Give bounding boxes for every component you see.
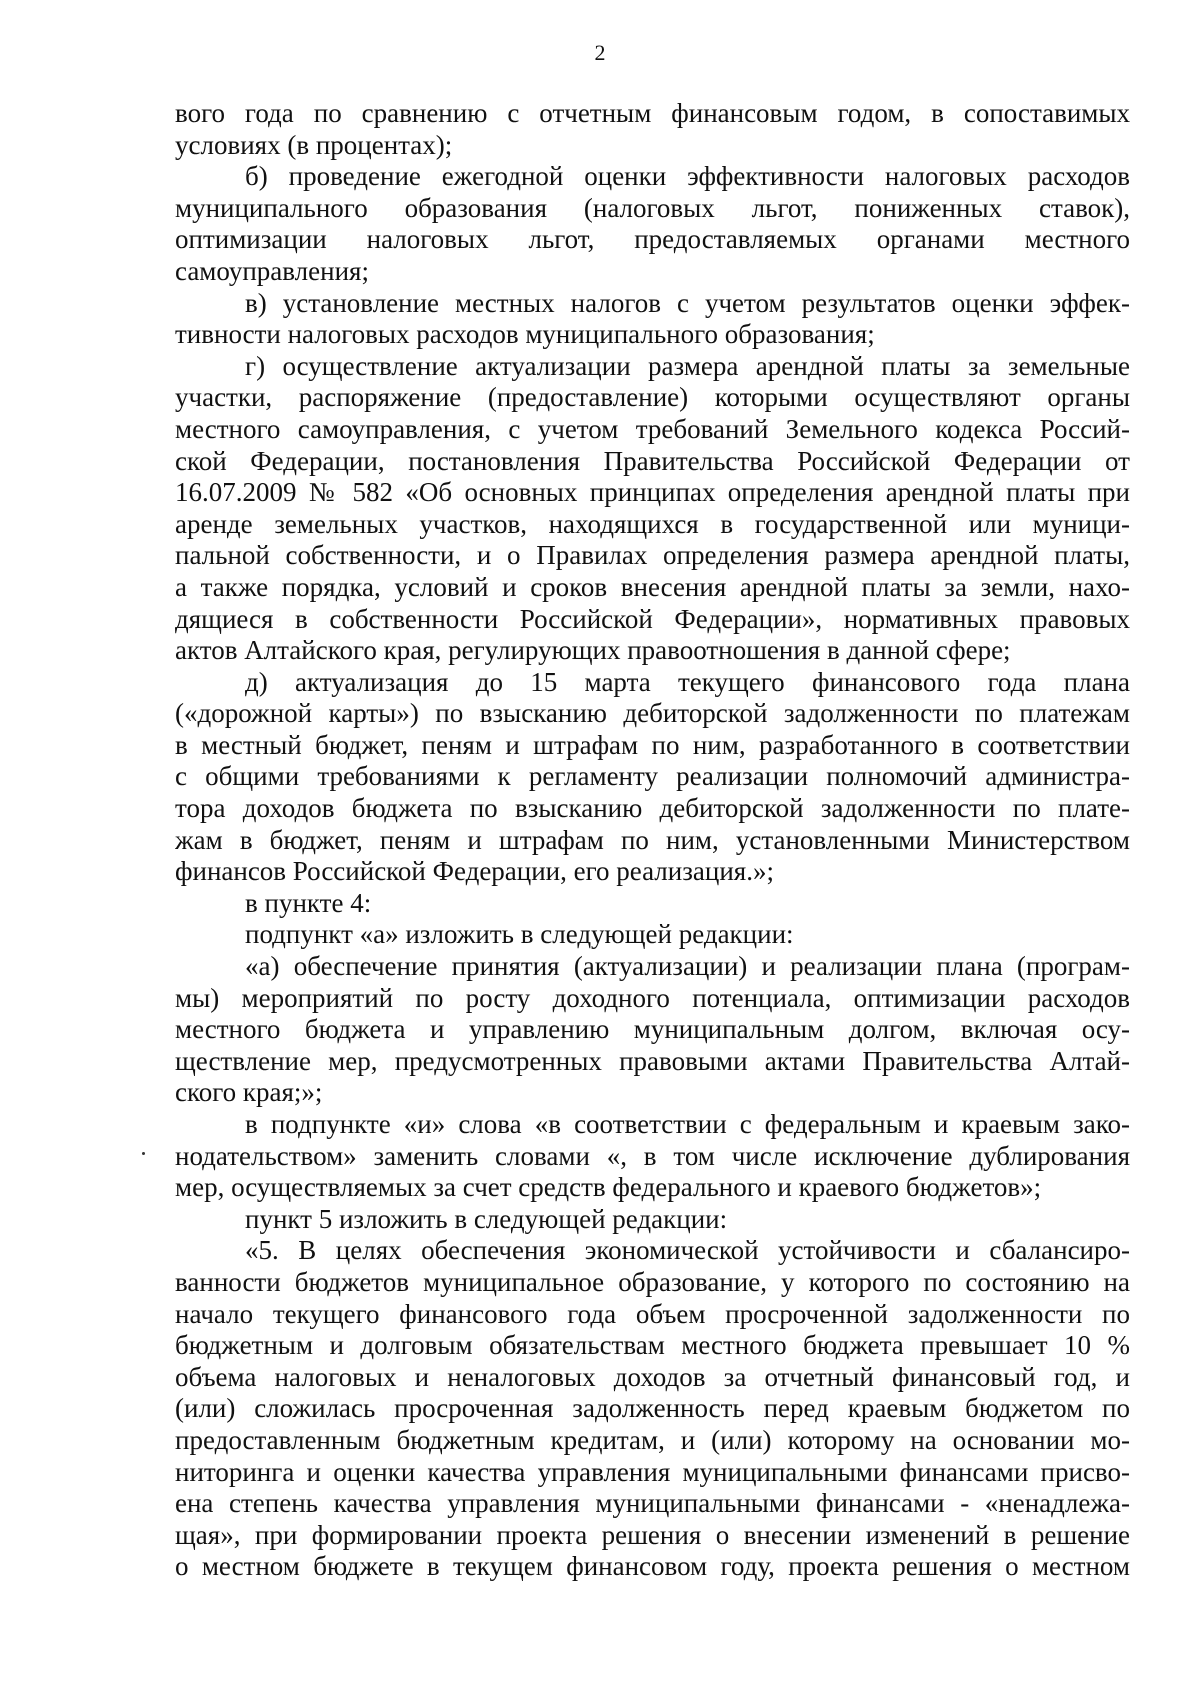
- page-number: 2: [594, 40, 606, 65]
- text-line: ского края;»;: [175, 1077, 323, 1108]
- text-line: мер, осуществляемых за счет средств федерального и краевого бюджетов»;: [175, 1172, 1042, 1203]
- text-line: д) актуализация до 15 марта текущего финансового года плана: [245, 666, 1130, 697]
- text-line: ванности бюджетов муниципальное образование, у которого по состоянию на: [175, 1266, 1130, 1297]
- text-line: финансов Российской Федерации, его реализация.»;: [175, 856, 774, 887]
- text-line: тивности налоговых расходов муниципального образования;: [175, 319, 875, 350]
- text-line: в местный бюджет, пеням и штрафам по ним, разработанного в соответствии: [175, 729, 1130, 760]
- text-line: мы) мероприятий по росту доходного потенциала, оптимизации расходов: [175, 982, 1130, 1013]
- text-line: местного бюджета и управлению муниципальным долгом, включая осу-: [175, 1014, 1130, 1045]
- text-line: с общими требованиями к регламенту реализации полномочий администра-: [175, 761, 1130, 792]
- text-line: «а) обеспечение принятия (актуализации) и реализации плана (програм-: [245, 951, 1130, 982]
- text-line: в) установление местных налогов с учетом результатов оценки эффек-: [245, 287, 1130, 318]
- scan-speck: [142, 1152, 145, 1155]
- text-line: ниторинга и оценки качества управления муниципальными финансами присво-: [175, 1456, 1130, 1487]
- text-line: («дорожной карты») по взысканию дебиторской задолженности по платежам: [175, 698, 1130, 729]
- text-line: тора доходов бюджета по взысканию дебиторской задолженности по плате-: [175, 793, 1130, 824]
- text-line: пальной собственности, и о Правилах определения размера арендной платы,: [175, 540, 1130, 571]
- text-line: щая», при формировании проекта решения о внесении изменений в решение: [175, 1519, 1130, 1550]
- text-line: местного самоуправления, с учетом требований Земельного кодекса Россий-: [175, 413, 1130, 444]
- text-line: подпункт «а» изложить в следующей редакции:: [245, 919, 794, 950]
- text-line: жам в бюджет, пеням и штрафам по ним, установленными Министерством: [175, 824, 1130, 855]
- text-line: участки, распоряжение (предоставление) которыми осуществляют органы: [175, 382, 1130, 413]
- text-line: условиях (в процентах);: [175, 129, 453, 160]
- text-line: оптимизации налоговых льгот, предоставляемых органами местного: [175, 224, 1130, 255]
- text-line: нодательством» заменить словами «, в том числе исключение дублирования: [175, 1140, 1130, 1171]
- text-line: «5. В целях обеспечения экономической устойчивости и сбалансиро-: [245, 1235, 1130, 1266]
- text-line: в пункте 4:: [245, 887, 372, 918]
- text-line: а также порядка, условий и сроков внесения арендной платы за земли, нахо-: [175, 571, 1130, 602]
- text-line: аренде земельных участков, находящихся в государственной или муници-: [175, 508, 1130, 539]
- text-line: предоставленным бюджетным кредитам, и (или) которому на основании мо-: [175, 1424, 1130, 1455]
- text-line: объема налоговых и неналоговых доходов за отчетный финансовый год, и: [175, 1361, 1130, 1392]
- text-line: (или) сложилась просроченная задолженность перед краевым бюджетом по: [175, 1393, 1130, 1424]
- text-line: г) осуществление актуализации размера арендной платы за земельные: [245, 350, 1130, 381]
- text-line: б) проведение ежегодной оценки эффективности налоговых расходов: [245, 161, 1130, 192]
- text-line: в подпункте «и» слова «в соответствии с федеральным и краевым зако-: [245, 1109, 1130, 1139]
- text-line: ена степень качества управления муниципальными финансами - «ненадлежа-: [175, 1488, 1130, 1519]
- text-line: о местном бюджете в текущем финансовом году, проекта решения о местном: [175, 1551, 1130, 1582]
- text-line: вого года по сравнению с отчетным финансовым годом, в сопоставимых: [175, 98, 1130, 128]
- text-line: ществление мер, предусмотренных правовыми актами Правительства Алтай-: [175, 1045, 1130, 1076]
- text-line: муниципального образования (налоговых льгот, пониженных ставок),: [175, 192, 1130, 223]
- text-line: ской Федерации, постановления Правительства Российской Федерации от: [175, 445, 1130, 476]
- text-line: 16.07.2009 № 582 «Об основных принципах определения арендной платы при: [175, 477, 1130, 508]
- text-line: пункт 5 изложить в следующей редакции:: [245, 1203, 728, 1234]
- text-line: актов Алтайского края, регулирующих правоотношения в данной сфере;: [175, 635, 1011, 666]
- text-line: дящиеся в собственности Российской Федерации», нормативных правовых: [175, 603, 1130, 634]
- text-line: начало текущего финансового года объем просроченной задолженности по: [175, 1298, 1130, 1329]
- text-line: самоуправления;: [175, 255, 369, 286]
- text-line: бюджетным и долговым обязательствам местного бюджета превышает 10 %: [175, 1330, 1130, 1361]
- document-body: [175, 98, 1130, 1583]
